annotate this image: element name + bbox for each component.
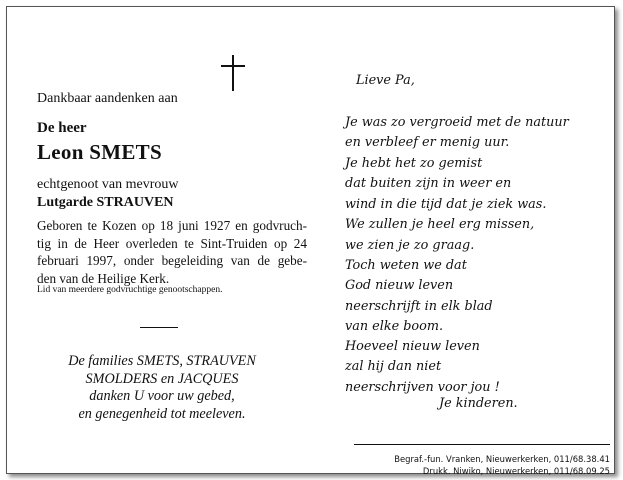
poem-line: We zullen je heel erg missen, xyxy=(345,217,535,232)
poem-line: Je hebt het zo gemist xyxy=(345,156,483,171)
printer-credits xyxy=(362,453,610,477)
poem-signature: Je kinderen. xyxy=(439,396,518,411)
deceased-title: De heer xyxy=(37,120,87,136)
family-thanks xyxy=(37,353,287,423)
credit-line: Begraf.-fun. Vranken, Nieuwerkerken, 011/68.38.41 xyxy=(394,454,610,464)
spouse-name: Lutgarde STRAUVEN xyxy=(37,195,174,210)
memorial-card xyxy=(6,6,615,474)
biography xyxy=(37,217,307,287)
poem-line: dat buiten zijn in weer en xyxy=(345,176,512,191)
deceased-name: Leon SMETS xyxy=(37,140,162,164)
poem-line: neerschrijven voor jou ! xyxy=(345,380,500,395)
poem-greeting: Lieve Pa, xyxy=(356,73,415,88)
poem-line: en verbleef er menig uur. xyxy=(345,135,510,150)
cross-icon xyxy=(221,55,245,95)
biography-line: den van de Heilige Kerk. xyxy=(37,270,170,286)
poem-line: we zien je zo graag. xyxy=(345,238,475,253)
poem-line: Hoeveel nieuw leven xyxy=(345,339,480,354)
family-thanks-line: danken U voor uw gebed, xyxy=(89,388,235,404)
remembrance-intro: Dankbaar aandenken aan xyxy=(37,91,178,106)
biography-line: Geboren te Kozen op 18 juni 1927 en godvruch- xyxy=(37,218,307,233)
biography-line: tig in de Heer overleden te Sint-Truiden op 24 xyxy=(37,235,307,251)
spouse-intro: echtgenoot van mevrouw xyxy=(37,177,179,192)
divider xyxy=(140,327,178,328)
footer-rule xyxy=(354,444,610,445)
family-thanks-line: De families SMETS, STRAUVEN xyxy=(68,353,256,369)
poem-line: Toch weten we dat xyxy=(345,258,467,273)
poem-line: neerschrijft in elk blad xyxy=(345,299,493,314)
family-thanks-line: SMOLDERS en JACQUES xyxy=(85,370,239,387)
poem-line: God nieuw leven xyxy=(345,278,454,293)
poem-line: zal hij dan niet xyxy=(345,359,442,374)
poem-line: van elke boom. xyxy=(345,319,444,334)
biography-line: februari 1997, onder begeleiding van de gebe- xyxy=(37,253,307,268)
poem-line: Je was zo vergroeid met de natuur xyxy=(345,115,569,130)
poem-line: wind in die tijd dat je ziek was. xyxy=(345,197,547,212)
family-thanks-line: en genegenheid tot meeleven. xyxy=(78,405,246,422)
credit-line: Drukk. Niwiko, Nieuwerkerken, 011/68.09.25 xyxy=(422,466,610,476)
membership-note: Lid van meerdere godvruchtige genootschappen. xyxy=(37,285,223,295)
